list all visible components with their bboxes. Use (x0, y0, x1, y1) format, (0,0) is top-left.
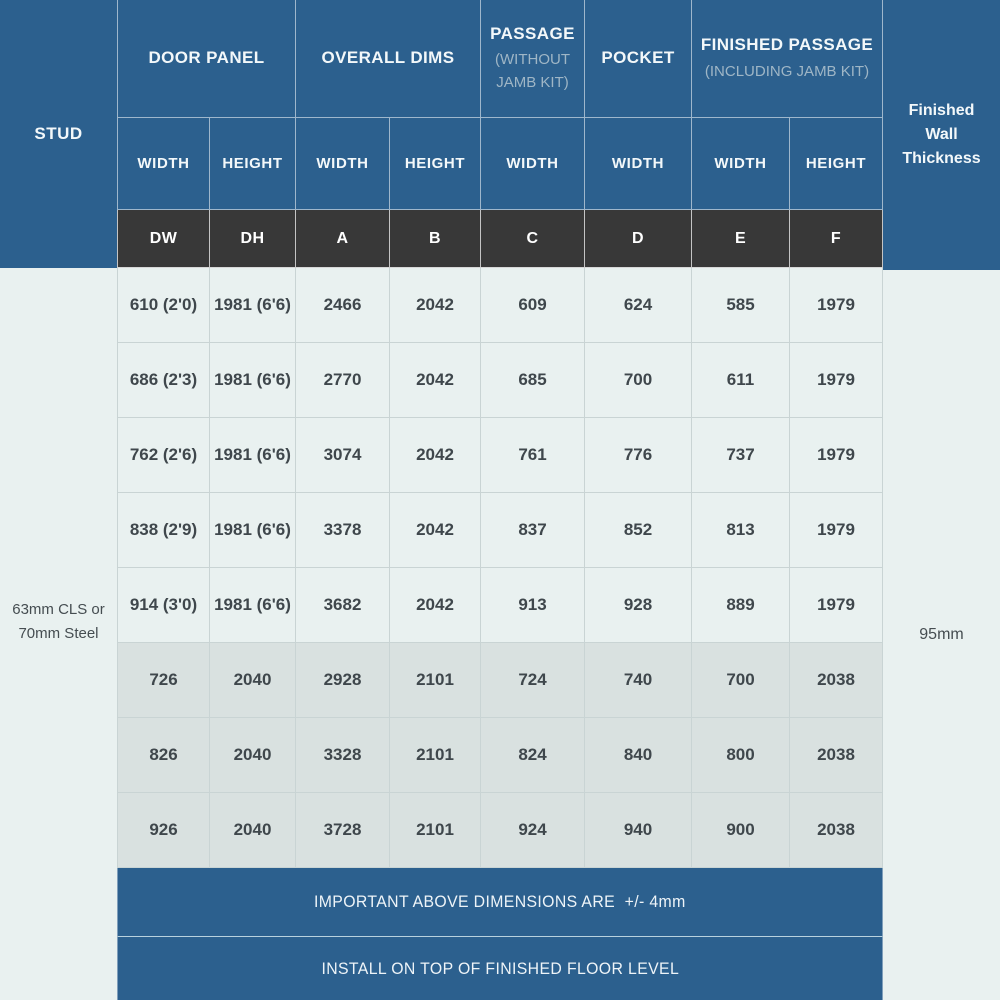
table-cell: 610 (2'0) (117, 268, 210, 343)
code-label: F (830, 229, 842, 247)
code-cell-b (390, 210, 481, 268)
group-header-passage (481, 0, 585, 118)
code-cell-d (585, 210, 692, 268)
table-cell: 1979 (790, 568, 883, 643)
stud-header-label: STUD (34, 124, 83, 143)
subheader-door-height (210, 118, 296, 210)
table-cell: 737 (692, 418, 790, 493)
table-cell: 686 (2'3) (117, 343, 210, 418)
finished-wall-thickness-header-cell (883, 0, 1000, 270)
table-cell: 761 (481, 418, 585, 493)
group-header-pocket (585, 0, 692, 118)
table-cell: 2928 (296, 643, 390, 718)
group-label: OVERALL DIMS (321, 48, 455, 68)
table-cell: 2040 (210, 793, 296, 868)
subheader-label: WIDTH (316, 155, 369, 172)
table-cell: 776 (585, 418, 692, 493)
table-cell: 724 (481, 643, 585, 718)
banner-install-text: INSTALL ON TOP OF FINISHED FLOOR LEVEL (321, 958, 679, 978)
subheader-label: HEIGHT (222, 155, 283, 172)
code-label: E (734, 229, 747, 247)
code-cell-e (692, 210, 790, 268)
code-label: DW (149, 229, 178, 247)
group-header-door-panel (117, 0, 296, 118)
table-cell: 1981 (6'6) (210, 418, 296, 493)
stud-value (0, 598, 117, 646)
banner-install-note (117, 936, 883, 1000)
table-cell: 740 (585, 643, 692, 718)
table-cell: 1981 (6'6) (210, 268, 296, 343)
table-cell: 1979 (790, 268, 883, 343)
table-cell: 940 (585, 793, 692, 868)
stud-header-cell (0, 0, 117, 268)
table-cell: 762 (2'6) (117, 418, 210, 493)
subheader-door-width (117, 118, 210, 210)
table-cell: 889 (692, 568, 790, 643)
subheader-finished-height (790, 118, 883, 210)
table-cell: 826 (117, 718, 210, 793)
table-cell: 1981 (6'6) (210, 493, 296, 568)
table-cell: 700 (585, 343, 692, 418)
stud-value-text: 63mm CLS or 70mm Steel (12, 601, 105, 642)
table-cell: 3682 (296, 568, 390, 643)
table-cell: 926 (117, 793, 210, 868)
code-cell-dw (117, 210, 210, 268)
group-header-overall-dims (296, 0, 481, 118)
table-cell: 1979 (790, 418, 883, 493)
table-cell: 2101 (390, 643, 481, 718)
table-cell: 1979 (790, 493, 883, 568)
table-cell: 3728 (296, 793, 390, 868)
table-cell: 913 (481, 568, 585, 643)
group-label: PASSAGE (490, 23, 575, 43)
table-cell: 700 (692, 643, 790, 718)
code-label: DH (240, 229, 265, 247)
table-cell: 3378 (296, 493, 390, 568)
code-cell-a (296, 210, 390, 268)
table-cell: 852 (585, 493, 692, 568)
table-cell: 813 (692, 493, 790, 568)
subheader-label: WIDTH (714, 155, 767, 172)
code-cell-dh (210, 210, 296, 268)
table-cell: 2042 (390, 418, 481, 493)
table-cell: 914 (3'0) (117, 568, 210, 643)
table-cell: 726 (117, 643, 210, 718)
code-label: C (526, 229, 539, 247)
table-cell: 2101 (390, 793, 481, 868)
subheader-overall-height (390, 118, 481, 210)
table-cell: 1981 (6'6) (210, 343, 296, 418)
code-label: D (632, 229, 644, 247)
table-cell: 2040 (210, 718, 296, 793)
code-cell-c (481, 210, 585, 268)
table-cell: 2040 (210, 643, 296, 718)
subheader-label: HEIGHT (404, 155, 466, 172)
table-cell: 840 (585, 718, 692, 793)
group-note: (INCLUDING JAMB KIT) (704, 62, 870, 80)
table-cell: 1979 (790, 343, 883, 418)
code-cell-f (790, 210, 883, 268)
subheader-passage-width (481, 118, 585, 210)
table-cell: 611 (692, 343, 790, 418)
subheader-finished-width (692, 118, 790, 210)
table-cell: 2038 (790, 643, 883, 718)
code-label: A (336, 229, 349, 247)
table-cell: 1981 (6'6) (210, 568, 296, 643)
table-cell: 2038 (790, 718, 883, 793)
subheader-label: HEIGHT (805, 155, 867, 172)
dimensions-grid (117, 0, 883, 1000)
table-cell: 837 (481, 493, 585, 568)
table-cell: 824 (481, 718, 585, 793)
subheader-pocket-width (585, 118, 692, 210)
group-label: DOOR PANEL (148, 48, 265, 68)
table-cell: 2101 (390, 718, 481, 793)
table-cell: 2042 (390, 493, 481, 568)
table-cell: 2466 (296, 268, 390, 343)
banner-tolerance-note (117, 868, 883, 936)
table-cell: 924 (481, 793, 585, 868)
wall-thickness-value: 95mm (919, 626, 964, 643)
subheader-label: WIDTH (137, 155, 190, 172)
group-label: POCKET (601, 48, 675, 68)
subheader-overall-width (296, 118, 390, 210)
code-label: B (429, 229, 441, 247)
table-cell: 624 (585, 268, 692, 343)
finished-wall-thickness-label: Finished Wall Thickness (902, 102, 981, 167)
group-label: FINISHED PASSAGE (700, 34, 874, 54)
table-cell: 609 (481, 268, 585, 343)
table-cell: 2042 (390, 268, 481, 343)
table-cell: 838 (2'9) (117, 493, 210, 568)
table-cell: 2038 (790, 793, 883, 868)
table-cell: 3074 (296, 418, 390, 493)
subheader-label: WIDTH (611, 155, 665, 172)
group-note: (WITHOUT JAMB KIT) (495, 51, 570, 91)
group-header-finished-passage (692, 0, 883, 118)
table-cell: 900 (692, 793, 790, 868)
table-cell: 928 (585, 568, 692, 643)
table-cell: 2042 (390, 343, 481, 418)
table-cell: 800 (692, 718, 790, 793)
banner-tolerance-text: IMPORTANT ABOVE DIMENSIONS ARE +/- 4mm (314, 892, 686, 911)
subheader-label: WIDTH (506, 155, 559, 172)
table-cell: 2770 (296, 343, 390, 418)
table-cell: 685 (481, 343, 585, 418)
table-cell: 2042 (390, 568, 481, 643)
table-cell: 585 (692, 268, 790, 343)
table-cell: 3328 (296, 718, 390, 793)
